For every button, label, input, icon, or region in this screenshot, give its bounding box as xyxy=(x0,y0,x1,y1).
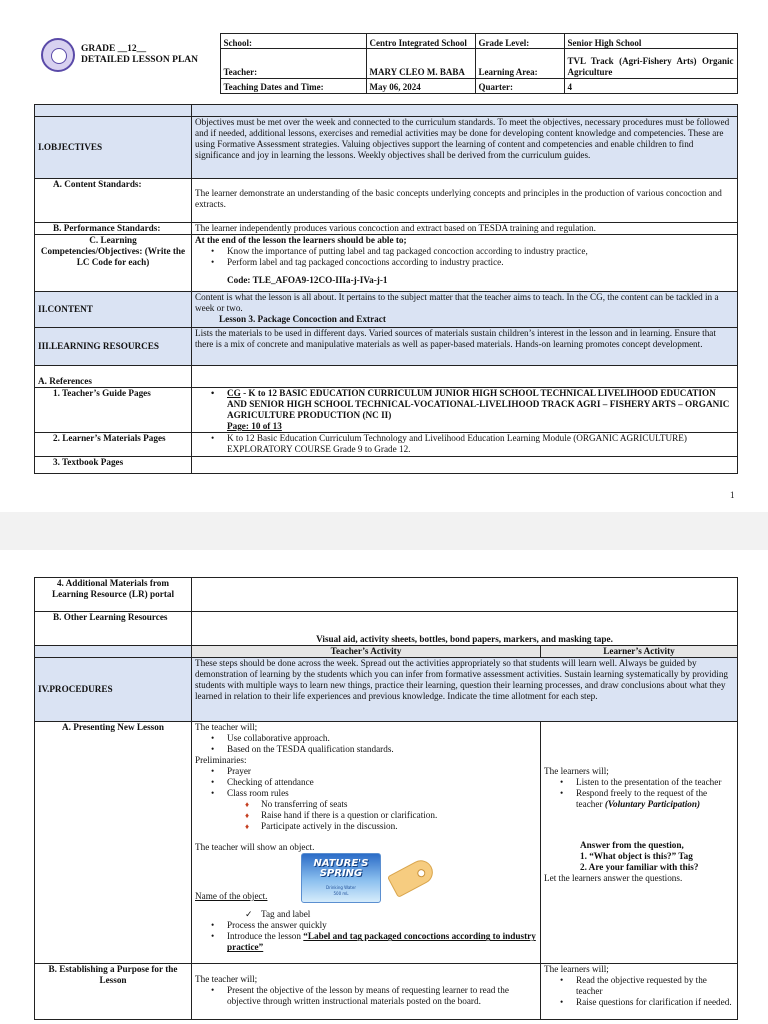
introduce-prefix: Introduce the lesson xyxy=(227,931,304,942)
procedures-text: These steps should be done across the week. Spread out the activities appropriately so that students will learn well. Always be guided by demonstration of learning by the students which you can infer from formative assessment activities. Sustain learning systematically by providing students with multiple ways to learn new things, practice their learning, question their learning processes, and draw conclusions about what they learned in relation to their life experiences and previous knowledge. Indicate the time allotment for each step. xyxy=(192,658,738,722)
show-object-text: The teacher will show an object. xyxy=(195,842,315,853)
grade-line: GRADE __12__ xyxy=(81,43,147,54)
learner-intro: The learners will; xyxy=(544,766,609,777)
other-resources-text: Visual aid, activity sheets, bottles, bond papers, markers, and masking tape. xyxy=(192,612,738,646)
learning-area-value: TVL Track (Agri-Fishery Arts) Organic Agriculture xyxy=(564,49,737,78)
preliminary-item: • Class room rules xyxy=(195,788,537,799)
bottle-sub1: Drinking Water xyxy=(326,885,356,891)
introduce-item xyxy=(195,931,537,953)
teacher-item: • Based on the TESDA qualification standards. xyxy=(195,744,537,755)
quarter-label: Quarter: xyxy=(475,78,564,93)
preliminary-item: • Prayer xyxy=(195,766,537,777)
answer-q2: 2. Are your familiar with this? xyxy=(580,862,699,873)
purpose-learner-item: • Read the objective requested by the teacher xyxy=(544,975,734,997)
teachers-guide-text: - K to 12 BASIC EDUCATION CURRICULUM JUNIOR HIGH SCHOOL TECHNICAL LIVELIHOOD EDUCATION AND SENIOR HIGH SCHOOL TECHNICAL-VOCATIONAL-LIVELIHOOD TRACK AGRI – FISHERY ARTS – ORGANIC AGRICULTURE PRODUCTION (NC II) xyxy=(227,388,730,421)
introduce-lesson: “Label and tag packaged concoctions according to industry practice” xyxy=(227,931,536,953)
teacher-item: • Use collaborative approach. xyxy=(195,733,537,744)
learners-materials-label: 2. Learner’s Materials Pages xyxy=(35,433,192,457)
learner-respond-em: (Voluntary Participation) xyxy=(604,799,701,810)
cg-link: CG xyxy=(227,388,241,399)
tag-icon xyxy=(387,856,437,898)
dates-label: Teaching Dates and Time: xyxy=(220,78,366,93)
purpose-label: B. Establishing a Purpose for the Lesson xyxy=(35,964,192,1020)
object-answer: ✓ Tag and label xyxy=(195,909,537,920)
other-resources-label: B. Other Learning Resources xyxy=(35,612,192,646)
answer-q1: 1. “What object is this?” Tag xyxy=(580,851,693,862)
bottle-sub2: 500 mL xyxy=(333,890,349,896)
object-images xyxy=(195,853,537,909)
purpose-teacher-intro: The teacher will; xyxy=(195,974,258,985)
performance-standards-label: B. Performance Standards: xyxy=(35,223,192,235)
preliminaries-label: Preliminaries: xyxy=(195,755,247,766)
quarter-value: 4 xyxy=(564,78,737,93)
learners-materials-text: • K to 12 Basic Education Curriculum Technology and Livelihood Education Learning Module (ORGANIC AGRICULTURE) EXPLORATORY COURSE Grade 9 to Grade 12. xyxy=(195,433,734,455)
performance-standards-text: The learner independently produces various concoction and extract based on TESDA training and regulation. xyxy=(192,223,738,235)
teachers-guide-cell xyxy=(192,388,738,433)
water-bottle-label-image xyxy=(301,853,381,903)
bottle-brand: NATURE'S SPRING xyxy=(313,858,369,880)
textbook-pages-label: 3. Textbook Pages xyxy=(35,457,192,474)
content-cell xyxy=(192,292,738,328)
content-standards-label: A. Content Standards: xyxy=(35,179,192,223)
lesson-title: Lesson 3. Package Concoction and Extract xyxy=(219,314,386,325)
purpose-teacher-item: • Present the objective of the lesson by means of requesting learner to read the objective through written instructional materials posted on the board. xyxy=(195,985,537,1007)
learners-materials-cell xyxy=(192,433,738,457)
lesson-table-page1 xyxy=(34,104,738,474)
rule-item: ♦ Raise hand if there is a question or clarification. xyxy=(195,810,537,821)
procedures-heading: IV.PROCEDURES xyxy=(35,658,192,722)
teachers-guide-page: Page: 10 of 13 xyxy=(227,421,282,432)
learner-respond: Respond freely to the request of the teacher xyxy=(576,788,708,810)
page-number: 1 xyxy=(730,490,735,500)
content-standards-body: The learner demonstrate an understanding of the basic concepts underlying concepts and principles in the production of various concoction and extracts. xyxy=(195,188,722,210)
answer-let: Let the learners answer the questions. xyxy=(544,873,683,884)
learner-item xyxy=(544,788,734,810)
objectives-text: Objectives must be met over the week and connected to the curriculum standards. To meet the objectives, necessary procedures must be followed and if needed, additional lessons, exercises and remedial activities may be done for developing content knowledge and competencies. These are using Formative Assessment strategies. Valuing objectives support the learning of content and competencies and enable children to find significance and joy in learning the lessons. Weekly objectives shall be derived from the curriculum guides. xyxy=(192,117,738,179)
name-of-object: Name of the object. xyxy=(195,891,268,902)
objectives-heading: I.OBJECTIVES xyxy=(35,117,192,179)
grade-level-label: Grade Level: xyxy=(475,34,564,49)
page-2 xyxy=(0,550,768,1024)
page-gap xyxy=(0,512,768,550)
presenting-learner-cell xyxy=(541,722,738,964)
competency-item: • Perform label and tag packaged concoctions according to industry practice. xyxy=(195,257,734,268)
plan-title: DETAILED LESSON PLAN xyxy=(81,54,199,65)
teacher-intro: The teacher will; xyxy=(195,722,258,733)
competency-item: • Know the importance of putting label and tag packaged concoction according to industry practice, xyxy=(195,246,734,257)
content-heading: II.CONTENT xyxy=(35,292,192,328)
references-label: A. References xyxy=(35,366,192,388)
rule-item: ♦ Participate actively in the discussion. xyxy=(195,821,537,832)
lesson-table-page2 xyxy=(34,577,738,1020)
purpose-learner-cell xyxy=(541,964,738,1020)
preliminary-item: • Checking of attendance xyxy=(195,777,537,788)
school-value: Centro Integrated School xyxy=(366,34,475,49)
grade-level-value: Senior High School xyxy=(564,34,737,49)
presenting-new-lesson-label: A. Presenting New Lesson xyxy=(35,722,192,964)
school-label: School: xyxy=(220,34,366,49)
lr-portal-label: 4. Additional Materials from Learning Resource (LR) portal xyxy=(35,578,192,612)
learner-item: • Listen to the presentation of the teacher xyxy=(544,777,734,788)
content-standards-text xyxy=(192,179,738,223)
deped-seal-icon xyxy=(41,38,75,72)
rule-item: ♦ No transferring of seats xyxy=(195,799,537,810)
learner-activity-header: Learner’s Activity xyxy=(541,646,738,658)
competencies-cell xyxy=(192,235,738,292)
resources-heading: III.LEARNING RESOURCES xyxy=(35,328,192,366)
content-text: Content is what the lesson is all about. It pertains to the subject matter that the teacher aims to teach. In the CG, the content can be tackled in a week or two. xyxy=(195,292,719,314)
teacher-label: Teacher: xyxy=(220,49,366,78)
purpose-teacher-cell xyxy=(192,964,541,1020)
competencies-label: C. Learning Competencies/Objectives: (Write the LC Code for each) xyxy=(35,235,192,292)
learning-area-label: Learning Area: xyxy=(475,49,564,78)
process-item: • Process the answer quickly xyxy=(195,920,537,931)
teachers-guide-label: 1. Teacher’s Guide Pages xyxy=(35,388,192,433)
teacher-activity-header: Teacher’s Activity xyxy=(192,646,541,658)
resources-text: Lists the materials to be used in different days. Varied sources of materials sustain children’s interest in the lesson and in learning. Ensure that there is a mix of concrete and manipulative materials as well as paper-based materials. Hands-on learning promotes concept development. xyxy=(192,328,738,366)
competencies-intro: At the end of the lesson the learners should be able to; xyxy=(195,235,407,246)
presenting-teacher-cell xyxy=(192,722,541,964)
answer-heading: Answer from the question, xyxy=(580,840,684,851)
lc-code: Code: TLE_AFOA9-12CO-IIIa-j-IVa-j-1 xyxy=(227,275,388,286)
brand-cell xyxy=(34,34,220,94)
purpose-learner-intro: The learners will; xyxy=(544,964,609,975)
purpose-learner-item: • Raise questions for clarification if needed. xyxy=(544,997,734,1008)
dates-value: May 06, 2024 xyxy=(366,78,475,93)
teacher-value: MARY CLEO M. BABA xyxy=(366,49,475,78)
header-table xyxy=(34,33,738,94)
